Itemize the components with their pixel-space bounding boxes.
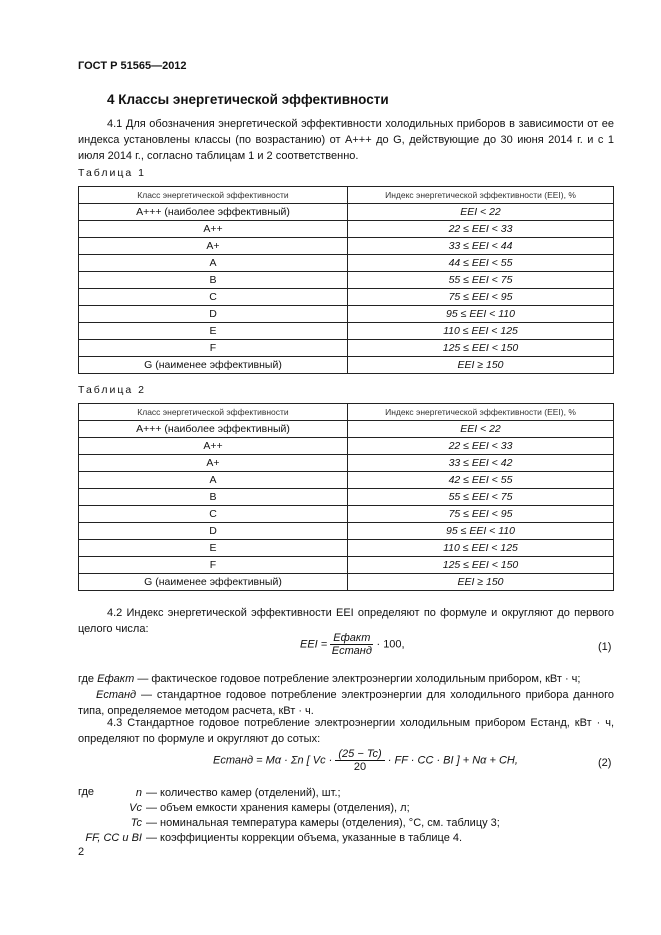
formula-1-number: (1) (598, 641, 612, 653)
eei-cell: EEI ≥ 150 (348, 357, 614, 374)
class-cell: F (79, 340, 348, 357)
eei-cell: 95 ≤ EEI < 110 (348, 306, 614, 323)
formula-1-legend (78, 671, 614, 719)
formula-denominator: 20 (353, 761, 367, 773)
class-cell: D (79, 306, 348, 323)
table-row (79, 272, 614, 289)
formula-2-number: (2) (598, 757, 612, 769)
formula-lhs: EEI = (300, 638, 328, 651)
eei-cell: 44 ≤ EEI < 55 (348, 255, 614, 272)
paragraph-4-2: 4.2 Индекс энергетической эффективности EEI определяют по формуле и округляют до первого целого числа: (78, 607, 614, 635)
class-cell: D (79, 523, 348, 540)
eei-cell: 125 ≤ EEI < 150 (348, 557, 614, 574)
definition: — коэффициенты коррекции объема, указанные в таблице 4. (146, 832, 463, 844)
table-row (79, 506, 614, 523)
definition: — номинальная температура камеры (отделения), °С, см. таблицу 3; (146, 817, 500, 829)
table-row (79, 557, 614, 574)
legend-item (78, 786, 500, 801)
paragraph-4-1: 4.1 Для обозначения энергетической эффективности холодильных приборов в зависимости от ее индекса установлены классы (по возрастанию) от А+++ до G, действующие до 30 июня 2014 г. и с 1 июля 2014 г., согласно таблицам 1 и 2 соответственно. (78, 118, 614, 162)
eei-cell: 55 ≤ EEI < 75 (348, 489, 614, 506)
column-header: Класс энергетической эффективности (79, 187, 348, 204)
formula-numerator: (25 − Tc) (338, 748, 382, 760)
definition: — количество камер (отделений), шт.; (146, 787, 341, 799)
formula-2-legend (78, 786, 500, 846)
formula-tail: · 100, (376, 638, 405, 651)
table-row (79, 455, 614, 472)
eei-cell: EEI ≥ 150 (348, 574, 614, 591)
table1-caption: Таблица 1 (78, 167, 146, 179)
definition: — стандартное годовое потребление электроэнергии для холодильного прибора данного типа, определяемое методом расчета, кВт · ч. (78, 689, 614, 717)
eei-cell: 55 ≤ EEI < 75 (348, 272, 614, 289)
eei-cell: 42 ≤ EEI < 55 (348, 472, 614, 489)
class-cell: G (наименее эффективный) (79, 357, 348, 374)
table-row (79, 574, 614, 591)
eei-cell: 110 ≤ EEI < 125 (348, 323, 614, 340)
eei-cell: 95 ≤ EEI < 110 (348, 523, 614, 540)
table-2 (78, 403, 614, 591)
legend-item (78, 831, 500, 846)
table-header-row (79, 404, 614, 421)
class-cell: А+ (79, 455, 348, 472)
column-header: Класс энергетической эффективности (79, 404, 348, 421)
formula-2 (213, 748, 518, 773)
eei-cell: 33 ≤ EEI < 42 (348, 455, 614, 472)
symbol: n (135, 787, 142, 799)
symbol: Eстанд (96, 689, 137, 701)
table-1 (78, 186, 614, 374)
formula-1 (300, 632, 405, 657)
class-cell: С (79, 289, 348, 306)
formula-numerator: Eфакт (333, 632, 371, 644)
table-row (79, 357, 614, 374)
table-row (79, 238, 614, 255)
eei-cell: 110 ≤ EEI < 125 (348, 540, 614, 557)
eei-cell: 22 ≤ EEI < 33 (348, 221, 614, 238)
class-cell: G (наименее эффективный) (79, 574, 348, 591)
class-cell: В (79, 272, 348, 289)
class-cell: А+ (79, 238, 348, 255)
definition: — фактическое годовое потребление электроэнергии холодильным прибором, кВт · ч; (137, 673, 581, 685)
table-row (79, 421, 614, 438)
class-cell: С (79, 506, 348, 523)
table-row (79, 323, 614, 340)
table-row (79, 255, 614, 272)
eei-cell: 75 ≤ EEI < 95 (348, 289, 614, 306)
column-header: Индекс энергетической эффективности (EEI), % (348, 404, 614, 421)
eei-cell: EEI < 22 (348, 421, 614, 438)
class-cell: А++ (79, 438, 348, 455)
table2-caption: Таблица 2 (78, 384, 146, 396)
where-label: где (78, 673, 95, 685)
table-row (79, 489, 614, 506)
legend-item (78, 801, 500, 816)
section-title: 4 Классы энергетической эффективности (107, 92, 389, 107)
legend-item (78, 816, 500, 831)
eei-cell: EEI < 22 (348, 204, 614, 221)
formula-denominator: Eстанд (331, 645, 372, 657)
symbol: Tc (130, 817, 142, 829)
symbol: Eфакт (97, 673, 135, 685)
definition: — объем емкости хранения камеры (отделения), л; (146, 802, 410, 814)
table-row (79, 340, 614, 357)
paragraph-4-3: 4.3 Стандартное годовое потребление электроэнергии холодильным прибором Eстанд, кВт · ч, определяют по формуле и округляют до сотых: (78, 717, 614, 745)
symbol: Vc (129, 802, 142, 814)
class-cell: А+++ (наиболее эффективный) (79, 421, 348, 438)
page-number: 2 (78, 846, 85, 858)
table-row (79, 523, 614, 540)
class-cell: В (79, 489, 348, 506)
class-cell: F (79, 557, 348, 574)
formula-lhs: Eстанд = Mα · Σn [ Vc · (213, 754, 333, 767)
symbol: FF, CC и BI (85, 832, 142, 844)
where-label: где (78, 786, 95, 798)
class-cell: А (79, 255, 348, 272)
table-row (79, 306, 614, 323)
table-row (79, 221, 614, 238)
table-row (79, 438, 614, 455)
eei-cell: 22 ≤ EEI < 33 (348, 438, 614, 455)
eei-cell: 125 ≤ EEI < 150 (348, 340, 614, 357)
formula-tail: · FF · CC · BI ] + Nα + CH, (387, 754, 518, 767)
table-row (79, 204, 614, 221)
table-row (79, 289, 614, 306)
standard-header: ГОСТ Р 51565—2012 (78, 60, 187, 72)
column-header: Индекс энергетической эффективности (EEI), % (348, 187, 614, 204)
class-cell: Е (79, 323, 348, 340)
class-cell: А+++ (наиболее эффективный) (79, 204, 348, 221)
class-cell: А (79, 472, 348, 489)
table-header-row (79, 187, 614, 204)
class-cell: А++ (79, 221, 348, 238)
eei-cell: 33 ≤ EEI < 44 (348, 238, 614, 255)
eei-cell: 75 ≤ EEI < 95 (348, 506, 614, 523)
class-cell: Е (79, 540, 348, 557)
table-row (79, 472, 614, 489)
table-row (79, 540, 614, 557)
